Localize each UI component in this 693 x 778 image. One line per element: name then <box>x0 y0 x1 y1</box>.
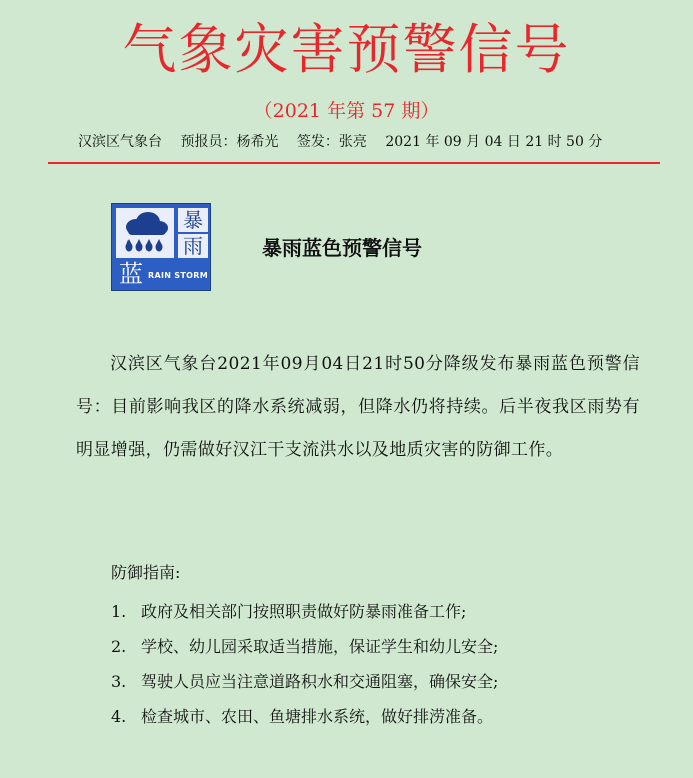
list-item-text: 政府及相关部门按照职责做好防暴雨准备工作; <box>141 602 467 621</box>
list-item <box>111 664 498 699</box>
list-item <box>111 594 498 629</box>
header-divider <box>48 162 660 164</box>
defense-guide-list <box>111 594 498 734</box>
page-title: 气象灾害预警信号 <box>122 18 571 81</box>
list-item-number: 4. <box>111 707 127 726</box>
list-item <box>111 629 498 664</box>
signer: 签发：张亮 <box>296 134 367 150</box>
list-item-text: 检查城市、农田、鱼塘排水系统，做好排涝准备。 <box>141 707 494 726</box>
forecaster: 预报员：杨希光 <box>180 134 279 150</box>
issue-number: （2021 年第 57 期） <box>253 100 440 122</box>
rain-cloud-icon <box>116 208 174 258</box>
badge-char-yu: 雨 <box>178 234 208 258</box>
cloud-box <box>116 208 174 258</box>
list-item-text: 学校、幼儿园采取适当措施，保证学生和幼儿安全; <box>141 637 499 656</box>
station-name: 汉滨区气象台 <box>78 134 162 150</box>
badge-char-bao: 暴 <box>178 208 208 232</box>
badge-english-label: RAIN STORM <box>148 271 208 280</box>
defense-guide-title: 防御指南: <box>111 563 181 582</box>
rainstorm-blue-warning-badge <box>111 203 211 291</box>
warning-body: 汉滨区气象台2021年09月04日21时50分降级发布暴雨蓝色预警信号：目前影响我区的降水系统减弱，但降水仍将持续。后半夜我区雨势有明显增强，仍需做好汉江干支流洪水以及地质灾害的防御工作。 <box>76 354 640 460</box>
list-item-number: 2. <box>111 637 127 656</box>
list-item-text: 驾驶人员应当注意道路积水和交通阻塞，确保安全; <box>141 672 499 691</box>
issuer-line <box>78 131 602 153</box>
list-item <box>111 699 498 734</box>
warning-heading: 暴雨蓝色预警信号 <box>262 236 422 260</box>
issue-datetime: 2021 年 09 月 04 日 21 时 50 分 <box>385 134 603 150</box>
list-item-number: 1. <box>111 602 127 621</box>
list-item-number: 3. <box>111 672 127 691</box>
badge-level: 蓝 <box>119 260 143 288</box>
